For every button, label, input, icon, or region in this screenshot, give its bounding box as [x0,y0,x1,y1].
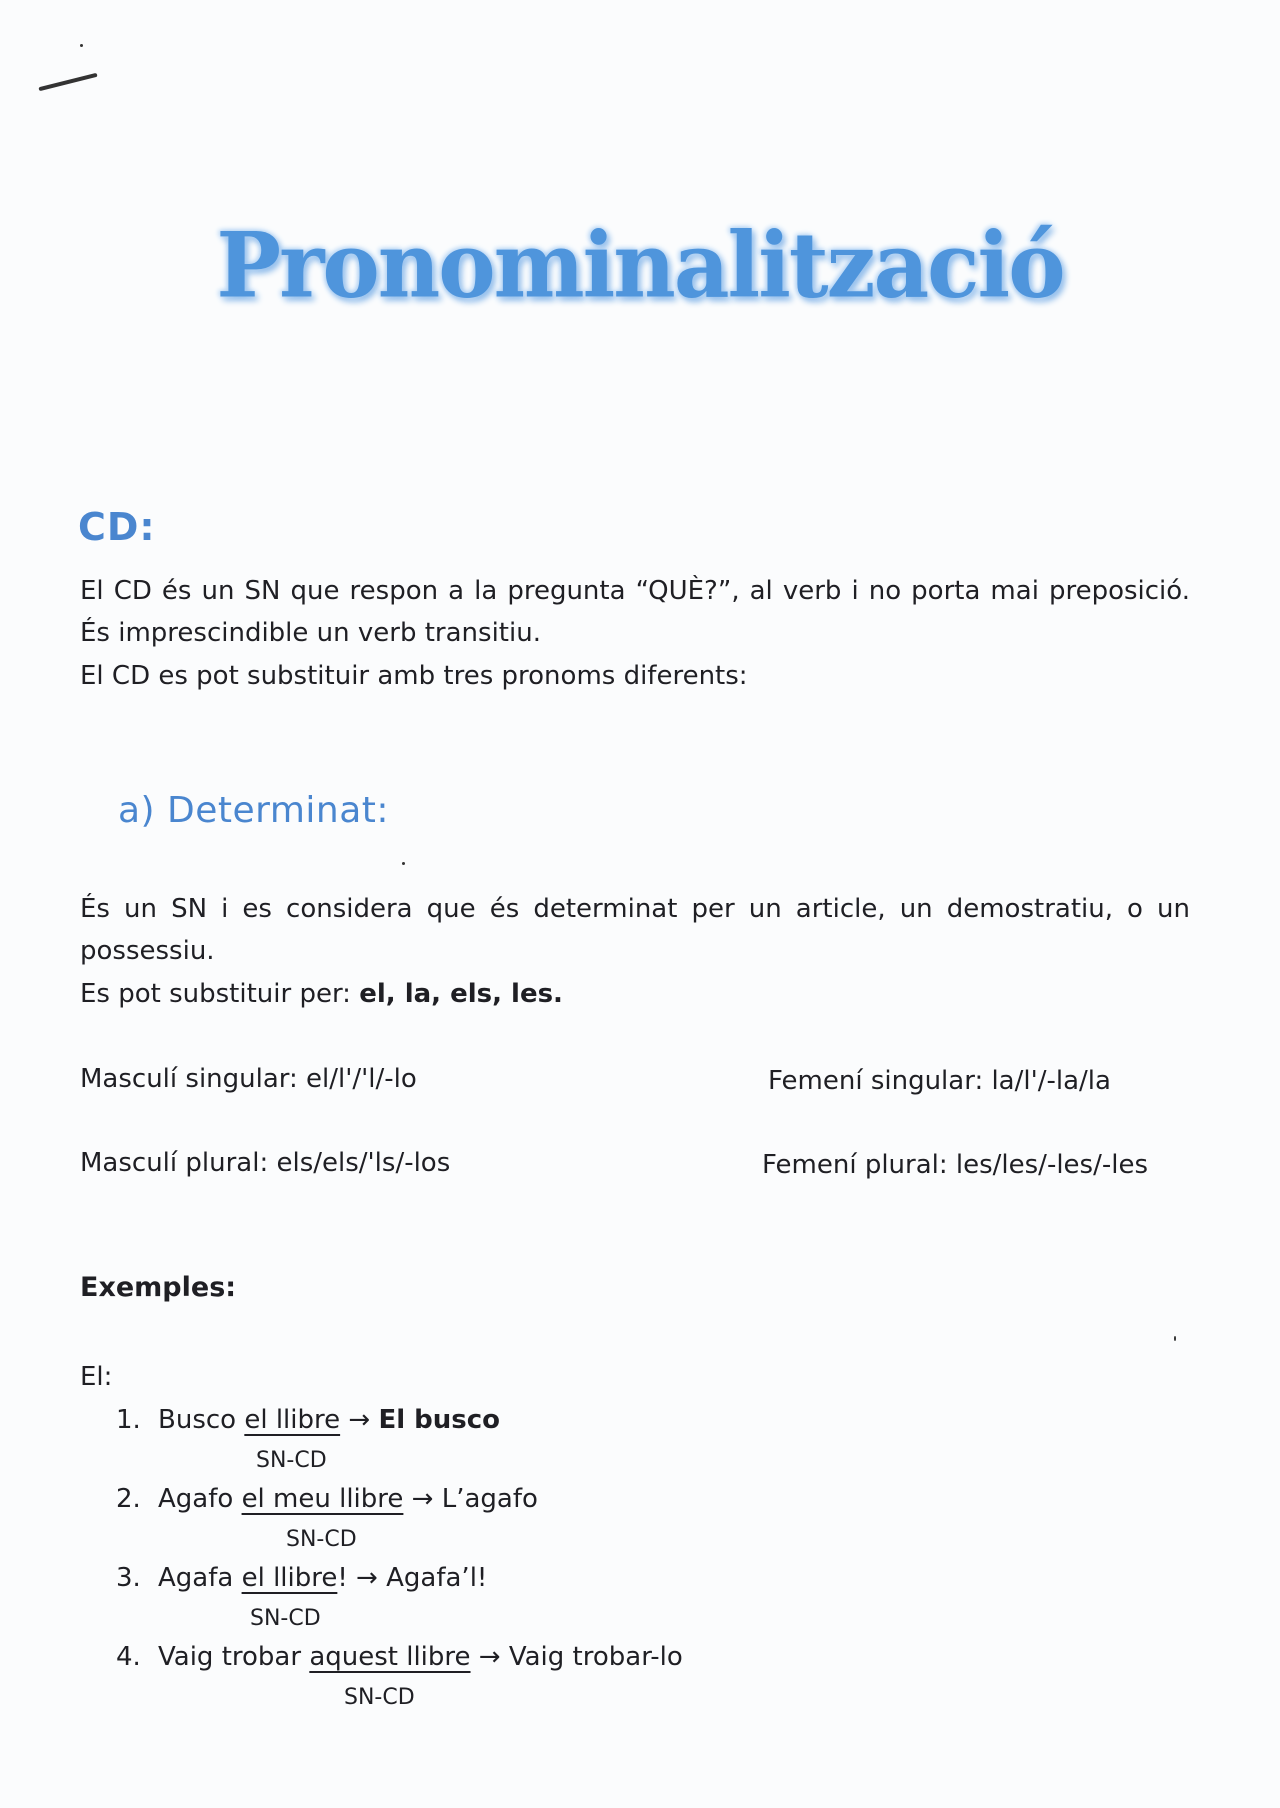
substitution-pronouns: el, la, els, les. [359,979,563,1009]
example-number: 3. [116,1563,141,1593]
example-sentence-start: Vaig trobar [158,1642,310,1672]
scan-mark [38,73,97,91]
example-underlined-sn: aquest llibre [309,1642,471,1672]
example-sentence-start: Busco [158,1405,245,1435]
form-masc-plural: Masculí plural: els/els/'ls/-los [80,1148,451,1178]
sn-cd-tag: SN-CD [250,1606,321,1631]
example-result: Vaig trobar-lo [508,1642,683,1672]
form-masc-singular: Masculí singular: el/l'/'l/-lo [80,1064,417,1094]
example-underlined-sn: el llibre [244,1405,341,1435]
form-fem-singular: Femení singular: la/l'/-la/la [768,1066,1111,1096]
determinat-substitution [80,973,563,1015]
example-item [116,1484,538,1514]
example-result: Agafa’l! [386,1563,488,1593]
sn-cd-tag: SN-CD [344,1685,415,1710]
example-item [116,1642,683,1672]
arrow-icon: → [403,1484,442,1514]
example-number: 1. [116,1405,141,1435]
sn-cd-tag: SN-CD [286,1527,357,1552]
cd-definition: El CD és un SN que respon a la pregunta “QUÈ?”, al verb i no porta mai preposició. És imprescindible un verb transitiu. [80,576,1190,648]
cd-substitution-note: El CD es pot substituir amb tres pronoms diferents: [80,661,748,691]
scan-speck [80,44,83,47]
examples-heading: Exemples: [80,1272,237,1303]
example-result: El busco [378,1405,501,1435]
example-item [116,1563,487,1593]
sn-cd-tag: SN-CD [256,1448,327,1473]
example-sentence-start: Agafa [158,1563,242,1593]
example-number: 2. [116,1484,141,1514]
example-item [116,1405,500,1435]
example-sentence-end: ! [337,1563,348,1593]
arrow-icon: → [340,1405,379,1435]
arrow-icon: → [470,1642,509,1672]
example-underlined-sn: el llibre [241,1563,338,1593]
scan-speck [402,862,405,865]
example-result: L’agafo [441,1484,538,1514]
example-underlined-sn: el meu llibre [241,1484,404,1514]
substitution-prefix: Es pot substituir per: [80,979,351,1009]
arrow-icon: → [347,1563,387,1593]
examples-group-label: El: [80,1362,113,1392]
page-title: Pronominalització [216,212,1064,319]
determinat-description: És un SN i es considera que és determinat per un article, un demostratiu, o un possessiu. [80,894,1190,966]
cd-heading: CD: [78,505,156,549]
determinat-heading: a) Determinat: [118,790,390,831]
example-number: 4. [116,1642,141,1672]
example-sentence-start: Agafo [158,1484,242,1514]
scan-speck [1174,1336,1176,1341]
form-fem-plural: Femení plural: les/les/-les/-les [762,1150,1149,1180]
